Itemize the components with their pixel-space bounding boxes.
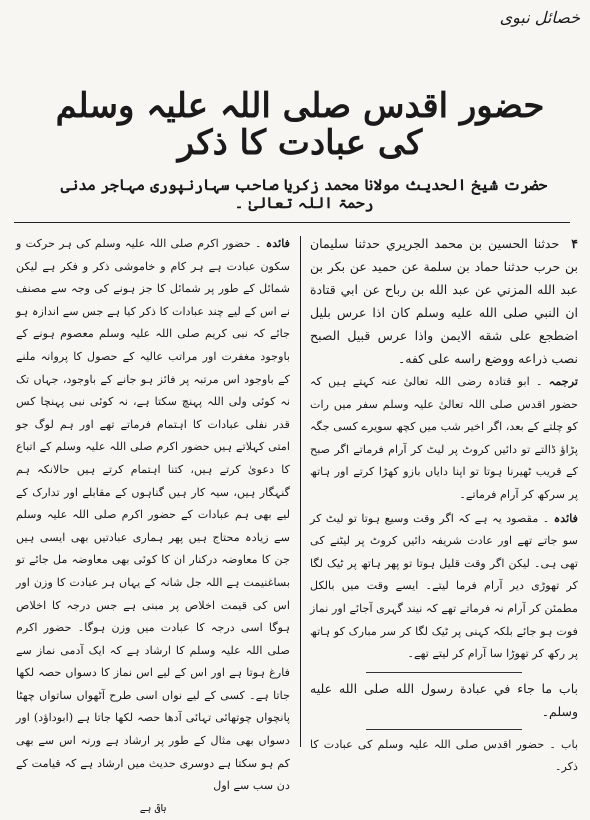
- translation-lead: ترجمہ: [548, 374, 578, 388]
- author-byline: حضرت شیخ الحدیث مولانا محمد زکریا صاحب سہارنپوری مہاجر مدنی رحمۃ اللہ تعالیٰ ۔: [60, 176, 548, 212]
- column-divider: [300, 236, 301, 747]
- commentary-lead: فائدہ: [265, 236, 290, 250]
- section-separator: [366, 729, 521, 730]
- left-column: [16, 232, 290, 814]
- note-text: مقصود یہ ہے کہ اگر وقت وسیع ہوتا تو لیٹ کر سو جاتے تھے اور عادت شریفہ دائیں کروٹ پر لیٹنے کی تھی ہی۔ لیکن اگر وقت قلیل ہوتا تو پھر ہاتھ پر ٹیک لگا کر تھوڑی دیر آرام فرما لیتے۔ ایسے وقت میں بالکل مطمئن کر آرام نہ فرماتے تھے کہ نیند گہری آجائے اور نماز فوت ہو جائے بلکہ کہنی پر ٹیک لگا کر سر مبارک کو ہاتھ پر رکھ کر تھوڑا سا آرام کر لیتے تھے۔: [310, 511, 578, 661]
- hadith-note: فائدہ ۔ مقصود یہ ہے کہ اگر وقت وسیع ہوتا تو لیٹ کر سو جاتے تھے اور عادت شریفہ دائیں کروٹ پر لیٹنے کی تھی ہی۔ لیکن اگر وقت قلیل ہوتا تو پھر ہاتھ پر ٹیک لگا کر تھوڑی دیر آرام فرما لیتے۔ ایسے وقت میں بالکل مطمئن کر آرام نہ فرماتے تھے کہ نیند گہری آجائے اور نماز فوت ہو جائے بلکہ کہنی پر ٹیک لگا کر سر مبارک کو ہاتھ پر رکھ کر تھوڑا سا آرام کر لیتے تھے۔: [310, 510, 578, 661]
- commentary: فائدہ ۔ حضور اکرم صلی اللہ علیہ وسلم کی ہر حرکت و سکون عبادت ہے ہر کام و خاموشی ذکر و فکر ہے لیکن شمائل کے طور پر شمائل کا جز ہونے کی وجہ سے مصنف نے اس کے لیے چند عبادات کا ذکر کیا ہے جس سے اندازہ ہو جائے کہ نبی کریم صلی اللہ علیہ وسلم معصوم ہونے کے باوجود مغفرت اور مراتب عالیہ کے حصول کا پروانہ ملنے کے باوجود اس مرتبہ پر فائز ہو جانے کے باوجود، جہاں تک نہ کوئی ولی اللہ پہنچ سکتا ہے، نہ کوئی نبی پہنچا کس قدر نفلی عبادات کا اہتمام فرماتے تھے اور ہم لوگ جو امتی کہلاتے ہیں حضور اکرم صلی اللہ علیہ وسلم کے اتباع کا دعویٰ کرتے ہیں، کتنا اہتمام کرتے ہیں حالانکہ ہم گنہگار ہیں، سیہ کار ہیں گناہوں کے مقابلے اور تدارک کے لیے بھی ہم عبادات کے حضور اکرم صلی اللہ علیہ وسلم سے زیادہ محتاج ہیں پھر ہماری عبادتیں بھی ایسی ہیں جن کا معاوضہ درکنار ان کا کوئی بھی معاوضہ مل جائے تو بساغنیمت ہے اللہ جل شانہ کے یہاں ہر عبادت کا وزن اور اس کی قیمت اخلاص پر مبنی ہے جس درجہ کا اخلاص ہوگا اسی درجہ کا عبادت میں وزن ہوگا۔ حضور اکرم صلی اللہ علیہ وسلم کا ارشاد ہے کہ ایک آدمی نماز سے فارغ ہوتا ہے اور اس کے لیے اس نماز کا دسواں حصہ لکھا جاتا ہے۔ کسی کے لیے نواں اسی طرح آٹھواں ساتواں چھٹا پانچواں چوتھائی تہائی آدھا حصہ لکھا جاتا ہے (ابوداؤد) اور دسواں بھی مثال کے طور پر ارشاد ہے ورنہ اس سے بھی کم ہو سکتا ہے دوسری حدیث میں ارشاد ہے کہ قیامت کے دن سب سے اول: [16, 236, 290, 793]
- commentary-text: حضور اکرم صلی اللہ علیہ وسلم کی ہر حرکت و سکون عبادت ہے ہر کام و خاموشی ذکر و فکر ہے لیکن شمائل کے طور پر شمائل کا جز ہونے کی وجہ سے مصنف نے اس کے لیے چند عبادات کا ذکر کیا ہے جس سے اندازہ ہو جائے کہ نبی کریم صلی اللہ علیہ وسلم معصوم ہونے کے باوجود مغفرت اور مراتب عالیہ کے حصول کا پروانہ ملنے کے باوجود اس مرتبہ پر فائز ہو جانے کے باوجود، جہاں تک نہ کوئی ولی اللہ پہنچ سکتا ہے، نہ کوئی نبی پہنچا کس قدر نفلی عبادات کا اہتمام فرماتے تھے اور ہم لوگ جو امتی کہلاتے ہیں حضور اکرم صلی اللہ علیہ وسلم کے اتباع کا دعویٰ کرتے ہیں، کتنا اہتمام کرتے ہیں حالانکہ ہم گنہگار ہیں، سیہ کار ہیں گناہوں کے مقابلے اور تدارک کے لیے بھی ہم عبادات کے حضور اکرم صلی اللہ علیہ وسلم سے زیادہ محتاج ہیں پھر ہماری عبادتیں بھی ایسی ہیں جن کا معاوضہ درکنار ان کا کوئی بھی معاوضہ مل جائے تو بساغنیمت ہے اللہ جل شانہ کے یہاں ہر عبادت کا وزن اور اس کی قیمت اخلاص پر مبنی ہے جس درجہ کا اخلاص ہوگا اسی درجہ کا عبادت میں وزن ہوگا۔ حضور اکرم صلی اللہ علیہ وسلم کا ارشاد ہے کہ ایک آدمی نماز سے فارغ ہوتا ہے اور اس کے لیے اس نماز کا دسواں حصہ لکھا جاتا ہے۔ کسی کے لیے نواں اسی طرح آٹھواں ساتواں چھٹا پانچواں چوتھائی تہائی آدھا حصہ لکھا جاتا ہے (ابوداؤد) اور دسواں بھی مثال کے طور پر ارشاد ہے ورنہ اس سے بھی کم ہو سکتا ہے دوسری حدیث میں ارشاد ہے کہ قیامت کے دن سب سے اول: [16, 237, 290, 793]
- hadith-number: ۴: [571, 236, 578, 251]
- chapter-heading: باب ما جاء في عبادة رسول الله صلى الله عليه وسلم۔: [310, 680, 578, 719]
- chapter-note: باب ۔ حضور اقدس صلی اللہ علیہ وسلم کی عبادت کا ذکر۔: [310, 737, 578, 774]
- right-column: [310, 232, 578, 774]
- translation-text: ابو قتادہ رضی اللہ تعالیٰ عنہ کہتے ہیں کہ حضور اقدس صلی اللہ تعالیٰ علیہ وسلم سفر میں رات کو چلتے کے بعد، اگر اخیر شب میں کچھ سویرے کسی جگہ پڑاؤ ڈالتے تو دائیں کروٹ پر لیٹ کر آرام فرماتے اگر صبح کے قریب ٹھیرنا ہوتا تو اپنا دایاں بازو کھڑا کرتے اور ہاتھ پر سرکھ کر آرام فرماتے۔: [310, 375, 578, 501]
- note-lead: فائدہ: [553, 510, 578, 525]
- hadith-arabic: [310, 232, 578, 370]
- hadith-arabic-text: حدثنا الحسين بن محمد الجريري حدثنا سليمان بن حرب حدثنا حماد بن سلمة عن حميد عن بكر بن عبد الله المزني عن عبد الله بن رباح عن ابي قتادة ان النبي صلى الله عليه وسلم كان اذا عرس بليل اضطجع على شقه الايمن واذا عرس قبيل الصبح نصب ذراعه ووضع راسه على كفه۔: [310, 236, 578, 366]
- page-title: حضور اقدس صلی اللہ علیہ وسلم کی عبادت کا ذکر: [55, 86, 545, 164]
- continued-marker: باقی ہے: [139, 802, 167, 814]
- section-separator: [366, 672, 521, 673]
- running-header: خصائل نبوی: [499, 8, 580, 27]
- hadith-translation: ترجمہ ۔ ابو قتادہ رضی اللہ تعالیٰ عنہ کہتے ہیں کہ حضور اقدس صلی اللہ تعالیٰ علیہ وسلم سفر میں رات کو چلتے کے بعد، اگر اخیر شب میں کچھ سویرے کسی جگہ پڑاؤ ڈالتے تو دائیں کروٹ پر لیٹ کر آرام فرماتے اگر صبح کے قریب ٹھیرنا ہوتا تو اپنا دایاں بازو کھڑا کرتے اور ہاتھ پر سرکھ کر آرام فرماتے۔: [310, 374, 578, 501]
- header-rule: [14, 222, 570, 223]
